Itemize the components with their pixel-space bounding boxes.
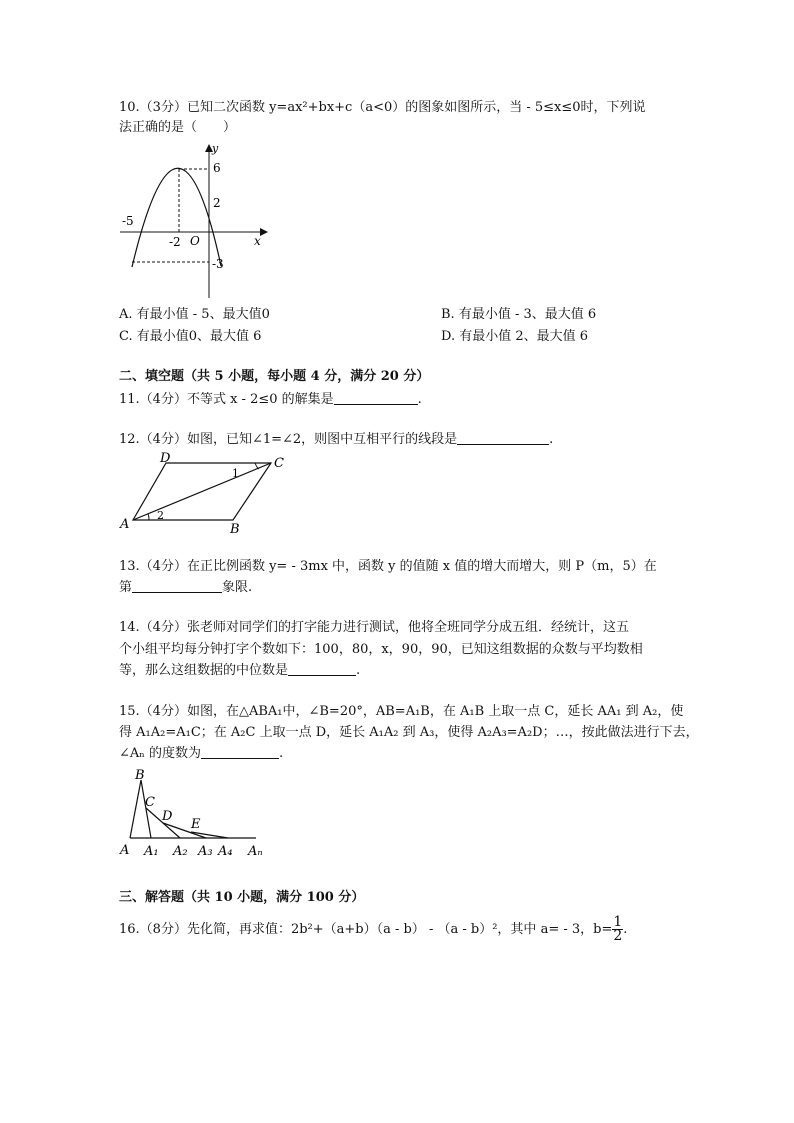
q13-line2 [119,578,252,598]
q13-line2-post: 象限. [222,580,253,595]
tick-neg3: -3 [212,257,224,271]
point-a3-label: A₃ [198,844,213,859]
x-axis-label: x [254,234,261,248]
q14-line1: 14.（4分）张老师对同学们的打字能力进行测试，他将全班同学分成五组．经统计，这五 [119,620,629,635]
q16 [119,916,627,943]
q15-end: . [279,746,284,761]
fraction-numerator: 1 [613,914,623,930]
q12-parallelogram-figure [118,450,293,535]
q11-blank[interactable] [334,390,418,405]
x-axis-arrow [260,228,268,236]
q13-line1: 13.（4分）在正比例函数 y= - 3mx 中，函数 y 的值随 x 值的增大而增大，则 P（m，5）在 [119,559,657,574]
tick-neg2: -2 [169,235,181,249]
q10-parabola-graph [118,142,268,300]
vertex-b-label: B [230,522,240,535]
q12-text: 12.（4分）如图，已知∠1=∠2，则图中互相平行的线段是 [119,432,458,447]
q12-blank[interactable] [457,430,549,445]
point-a4-label: A₄ [218,844,233,859]
q12-end: . [549,432,554,447]
parabola-curve [132,168,221,267]
vertex-c-label: C [274,456,284,471]
angle-2-label: 2 [157,509,164,522]
q16-end: . [623,922,628,937]
segment-ab [130,780,141,838]
point-b-label: B [135,768,145,783]
point-a1-label: A₁ [144,844,159,859]
q13-line2-pre: 第 [119,580,133,595]
vertex-d-label: D [160,451,171,466]
fraction-one-half [612,916,623,943]
q11 [119,390,422,410]
vertex-a-label: A [120,517,130,532]
q15-blank[interactable] [201,744,279,759]
angle-1-label: 1 [232,467,239,480]
q11-end: . [417,392,422,407]
q14-text: 等，那么这组数据的中位数是 [119,663,289,678]
origin-label: O [190,234,200,248]
q15-line1: 15.（4分）如图，在△ABA₁中，∠B=20°，AB=A₁B，在 A₁B 上取一点 C，延长 AA₁ 到 A₂，使 [119,704,684,719]
q14-end: . [356,663,361,678]
tick-neg5: -5 [122,214,134,228]
q15-triangle-chain-figure [118,768,268,860]
point-an-label: Aₙ [248,844,263,859]
diagonal-ac [133,463,271,520]
fraction-denominator: 2 [613,928,623,944]
q14-line3 [119,661,360,681]
point-a-label: A [120,843,130,858]
y-axis-label: y [212,142,219,155]
q13-blank[interactable] [132,578,222,593]
point-c-label: C [145,795,155,810]
q15-line2: 得 A₁A₂=A₁C；在 A₂C 上取一点 D，延长 A₁A₂ 到 A₃，使得 A₂A₃=A₂D；…，按此做法进行下去， [119,725,699,740]
q10-option-b[interactable]: B. 有最小值 - 3、最大值 6 [441,307,597,322]
angle-2-arc [148,514,149,520]
q10-line1: 10.（3分）已知二次函数 y=ax²+bx+c（a<0）的图象如图所示，当 - 5≤x≤0时，下列说 [119,100,646,115]
tick-2: 2 [213,196,221,210]
q10-option-a[interactable]: A. 有最小值 - 5、最大值0 [119,307,270,322]
q14-line2: 个小组平均每分钟打字个数如下：100，80，x，90，90，已知这组数据的众数与平均数相 [119,642,643,657]
q12 [119,430,553,450]
point-d-label: D [162,809,173,824]
q14-blank[interactable] [288,661,356,676]
tick-6: 6 [213,161,221,175]
point-a2-label: A₂ [173,844,188,859]
q16-text: 16.（8分）先化简，再求值：2b²+（a+b）（a - b） - （a - b）²，其中 a= - 3，b= [119,922,613,937]
point-e-label: E [191,817,201,832]
angle-1-arc [255,463,259,469]
q10-option-c[interactable]: C. 有最小值0、最大值 6 [119,329,262,344]
q15-line3 [119,744,283,764]
q15-text: ∠Aₙ 的度数为 [119,746,202,761]
section-2-heading: 二、填空题（共 5 小题，每小题 4 分，满分 20 分） [119,369,430,384]
q11-text: 11.（4分）不等式 x - 2≤0 的解集是 [119,392,334,407]
section-3-heading: 三、解答题（共 10 小题，满分 100 分） [119,890,365,905]
q10-option-d[interactable]: D. 有最小值 2、最大值 6 [441,329,589,344]
q10-line2: 法正确的是（ ） [119,120,237,135]
